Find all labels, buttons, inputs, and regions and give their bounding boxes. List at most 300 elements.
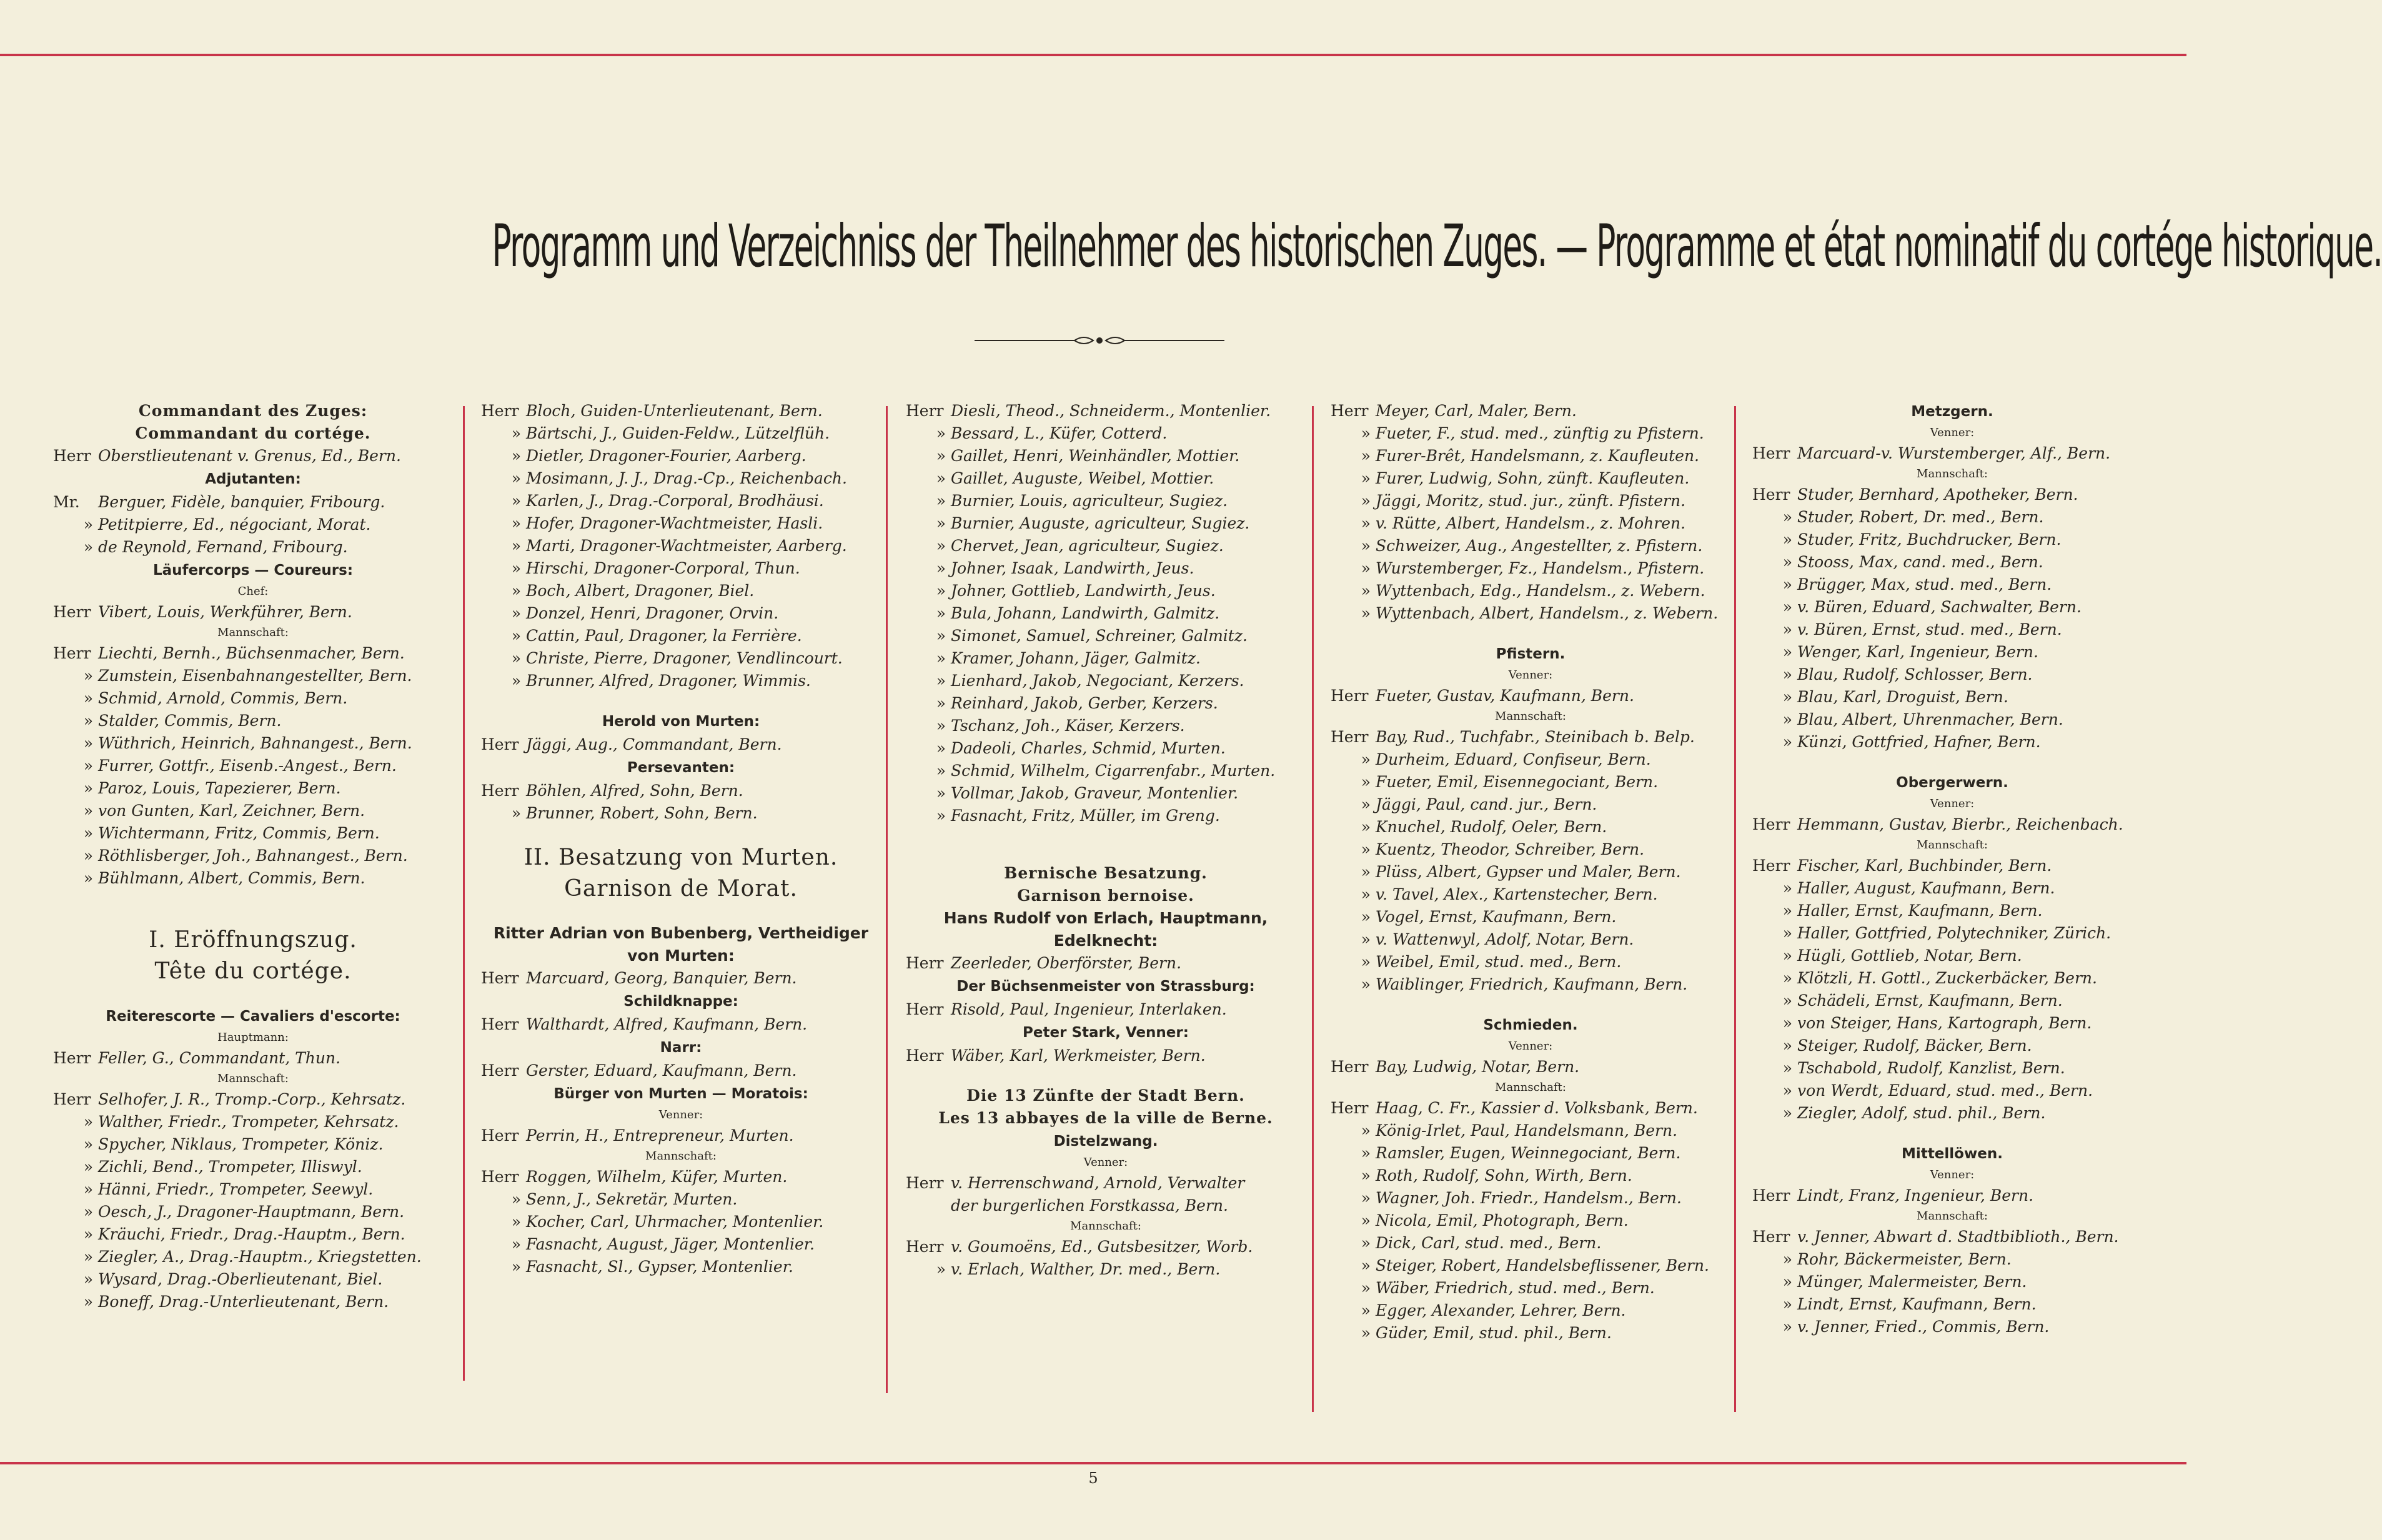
entry-text: Studer, Bernhard, Apotheker, Bern. [1797,485,2078,504]
entry-prefix: Herr [481,1168,519,1186]
entry-prefix: » [83,1180,93,1198]
entry-prefix: » [1361,559,1371,577]
entry-text: Roggen, Wilhelm, Küfer, Murten. [526,1168,788,1186]
list-item [53,732,453,755]
entry-text: Bay, Ludwig, Notar, Bern. [1376,1058,1580,1076]
spacer [481,905,881,922]
list-item [481,512,881,535]
entry-prefix: Herr [481,735,519,753]
list-item [906,535,1306,557]
entry-prefix: » [1361,1211,1371,1230]
entry-prefix: Herr [906,1046,944,1065]
list-item [53,1201,453,1223]
entry-text: Diesli, Theod., Schneiderm., Montenlier. [951,402,1271,420]
entry-text: Furrer, Gottfr., Eisenb.-Angest., Bern. [98,757,397,775]
entry-prefix: » [936,762,946,780]
list-item [1752,686,2152,708]
list-item [906,445,1306,467]
entry-prefix: » [83,1113,93,1131]
entry-prefix: Herr [906,954,944,972]
list-item [906,557,1306,580]
entry-text: Vogel, Ernst, Kaufmann, Bern. [1376,908,1617,926]
entry-prefix: » [511,649,521,667]
entry-text: Zumstein, Eisenbahnangestellter, Bern. [98,667,412,685]
entry-text: Tschanz, Joh., Käser, Kerzers. [951,717,1185,735]
entry-text: Röthlisberger, Joh., Bahnangest., Bern. [98,847,408,865]
list-item [1331,685,1730,707]
entry-prefix: » [1782,598,1792,616]
list-item [1331,748,1730,771]
list-item [53,1111,453,1133]
entry-text: Johner, Isaak, Landwirth, Jeus. [951,559,1194,577]
entry-text: Burnier, Louis, agriculteur, Sugiez. [951,492,1228,510]
entry-text: Fueter, Emil, Eisennegociant, Bern. [1376,773,1659,791]
entry-prefix: » [83,1135,93,1153]
list-item [1331,1120,1730,1142]
entry-prefix: Herr [1331,1058,1369,1076]
entry-prefix: » [1782,575,1792,594]
entry-prefix: » [83,824,93,842]
list-item [1331,1097,1730,1120]
list-item [481,400,881,422]
entry-text: von Werdt, Eduard, stud. med., Bern. [1797,1081,2093,1100]
entry-prefix: » [1361,795,1371,813]
list-item [53,845,453,867]
list-item [1331,951,1730,973]
list-item [1331,1165,1730,1187]
entry-prefix: » [83,1293,93,1311]
list-item [53,755,453,777]
entry-prefix: » [1782,688,1792,706]
entry-text: Feller, G., Commandant, Thun. [98,1049,341,1067]
entry-prefix: » [1782,902,1792,920]
entry-text: Stooss, Max, cand. med., Bern. [1797,553,2043,571]
list-item [1331,467,1730,490]
section-title: II. Besatzung von Murten. [524,845,838,870]
entry-prefix: » [1361,469,1371,487]
role-label: Venner: [658,1108,703,1121]
entry-prefix: » [511,514,521,532]
column-divider [1312,406,1314,1412]
entry-prefix: » [936,717,946,735]
list-item [1752,731,2152,753]
section-heading: Bernische Besatzung. [1004,864,1208,882]
list-item [1331,1056,1730,1078]
entry-text: Paroz, Louis, Tapezierer, Bern. [98,779,341,797]
entry-text: Ziegler, A., Drag.-Hauptm., Kriegstetten. [98,1248,422,1266]
entry-text: Knuchel, Rudolf, Oeler, Bern. [1376,818,1607,836]
list-item [481,647,881,670]
list-item [1331,793,1730,816]
list-item [1752,1271,2152,1293]
entry-prefix: Herr [481,782,519,800]
list-item [1752,708,2152,731]
entry-text: Walther, Friedr., Trompeter, Kehrsatz. [98,1113,399,1131]
list-item [1331,883,1730,906]
entry-prefix: Mr. [53,493,80,511]
entry-text: Ramsler, Eugen, Weinnegociant, Bern. [1376,1144,1681,1162]
list-item [906,1172,1306,1195]
entry-text: Brügger, Max, stud. med., Bern. [1797,575,2052,594]
role-label: Venner: [1083,1156,1128,1169]
entry-prefix: » [1361,537,1371,555]
list-item [1752,1316,2152,1338]
entry-text: Zeerleder, Oberförster, Bern. [951,954,1182,972]
list-item [1752,574,2152,596]
entry-prefix: » [83,847,93,865]
role-label: Mannschaft: [217,626,289,639]
list-item [906,760,1306,782]
entry-text: Simonet, Samuel, Schreiner, Galmitz. [951,627,1248,645]
entry-text: Hofer, Dragoner-Wachtmeister, Hasli. [526,514,823,532]
list-item [1331,771,1730,793]
list-item [1331,928,1730,951]
column-4 [1331,400,1730,1344]
entry-text: Liechti, Bernh., Büchsenmacher, Bern. [98,644,405,662]
entry-text: Durheim, Eduard, Confiseur, Bern. [1376,750,1651,768]
entry-text: Schmid, Wilhelm, Cigarrenfabr., Murten. [951,762,1276,780]
list-item [1331,838,1730,861]
role-label: Venner: [1930,797,1975,810]
section-title: Tête du cortége. [154,958,352,984]
entry-prefix: » [1782,643,1792,661]
list-item [53,777,453,800]
entry-prefix: » [511,582,521,600]
spacer [1331,996,1730,1013]
entry-prefix: Herr [481,1061,519,1080]
list-item [906,805,1306,827]
list-item [906,422,1306,445]
list-item [1752,1102,2152,1125]
entry-prefix: » [1782,665,1792,683]
list-item [1752,596,2152,618]
entry-prefix: » [1361,1189,1371,1207]
list-item [1331,535,1730,557]
section-heading: Peter Stark, Venner: [1023,1025,1189,1041]
list-item [906,400,1306,422]
section-heading: Schildknappe: [623,993,738,1010]
entry-prefix: » [83,667,93,685]
entry-prefix: » [936,627,946,645]
entry-prefix: » [936,694,946,712]
entry-prefix: Herr [53,447,91,465]
entry-text: Haag, C. Fr., Kassier d. Volksbank, Bern. [1376,1099,1698,1117]
list-item [53,1223,453,1246]
entry-prefix: » [1782,1059,1792,1077]
entry-prefix: Herr [906,1000,944,1018]
entry-prefix: » [936,492,946,510]
entry-text: Steiger, Rudolf, Bäcker, Bern. [1797,1036,2032,1055]
list-item [481,422,881,445]
entry-prefix: » [936,784,946,802]
entry-text: Wüthrich, Heinrich, Bahnangest., Bern. [98,734,412,752]
entry-text: Johner, Gottlieb, Landwirth, Jeus. [951,582,1216,600]
entry-prefix: Herr [906,1238,944,1256]
entry-text: Kramer, Johann, Jäger, Galmitz. [951,649,1201,667]
entry-text: Plüss, Albert, Gypser und Maler, Bern. [1376,863,1681,881]
entry-text: Haller, Ernst, Kaufmann, Bern. [1797,902,2043,920]
entry-text: Schweizer, Aug., Angestellter, z. Pfistern. [1376,537,1703,555]
section-heading: Reiterescorte — Cavaliers d'escorte: [106,1008,400,1025]
entry-text: v. Tavel, Alex., Kartenstecher, Bern. [1376,885,1658,903]
list-item [53,1088,453,1111]
list-item [1752,990,2152,1012]
list-item [53,687,453,710]
entry-prefix: » [936,1260,946,1278]
list-item [481,1166,881,1188]
list-item [481,625,881,647]
entry-prefix: Herr [53,603,91,621]
list-item [1752,1012,2152,1035]
entry-text: Hänni, Friedr., Trompeter, Seewyl. [98,1180,374,1198]
entry-text: Schmid, Arnold, Commis, Bern. [98,689,348,707]
entry-text: v. Jenner, Fried., Commis, Bern. [1797,1318,2050,1336]
entry-prefix: » [1361,1121,1371,1140]
entry-text: Dadeoli, Charles, Schmid, Murten. [951,739,1226,757]
entry-prefix: » [83,515,93,534]
list-item [1752,1248,2152,1271]
entry-prefix: » [511,627,521,645]
entry-prefix: » [83,757,93,775]
list-item [1752,1035,2152,1057]
entry-prefix: » [1361,773,1371,791]
role-label: Mannschaft: [1495,1081,1566,1094]
list-item [481,580,881,602]
list-item [1331,602,1730,625]
list-item [906,1258,1306,1281]
entry-prefix: » [936,469,946,487]
entry-prefix: » [83,1203,93,1221]
spacer [906,827,1306,862]
entry-text: v. Büren, Ernst, stud. med., Bern. [1797,620,2062,638]
list-item [1752,877,2152,900]
entry-text: Fischer, Karl, Buchbinder, Bern. [1797,857,2052,875]
list-item [481,490,881,512]
list-item [1752,506,2152,529]
list-item [53,1156,453,1178]
entry-text: König-Irlet, Paul, Handelsmann, Bern. [1376,1121,1678,1140]
entry-text: Vollmar, Jakob, Graveur, Montenlier. [951,784,1239,802]
list-item [53,445,453,467]
list-item [481,1188,881,1211]
entry-prefix: » [1782,710,1792,728]
section-heading: Narr: [660,1040,702,1056]
entry-prefix: » [511,1235,521,1253]
section-heading: Persevanten: [627,760,735,776]
entry-prefix: » [1361,1324,1371,1342]
entry-text: Wurstemberger, Fz., Handelsm., Pfistern. [1376,559,1705,577]
entry-prefix: » [1361,908,1371,926]
entry-text: Oberstlieutenant v. Grenus, Ed., Bern. [98,447,401,465]
list-item [906,512,1306,535]
entry-text: Walthardt, Alfred, Kaufmann, Bern. [526,1015,808,1033]
section-heading: Schmieden. [1483,1017,1578,1033]
entry-text: Dick, Carl, stud. med., Bern. [1376,1234,1602,1252]
entry-prefix: » [1361,750,1371,768]
entry-prefix: » [1361,840,1371,858]
list-item [906,782,1306,805]
list-item [481,780,881,802]
list-item [53,1246,453,1268]
entry-prefix: » [511,1258,521,1276]
entry-text: Furer-Brêt, Handelsmann, z. Kaufleuten. [1376,447,1699,465]
entry-prefix: » [511,672,521,690]
entry-prefix: » [1782,1104,1792,1122]
role-label: Chef: [237,585,269,598]
entry-text: Furer, Ludwig, Sohn, zünft. Kaufleuten. [1376,469,1690,487]
list-item [481,1256,881,1278]
list-item [906,998,1306,1021]
ornament-divider [975,334,1224,347]
entry-text: Tschabold, Rudolf, Kanzlist, Bern. [1797,1059,2065,1077]
entry-prefix: » [936,672,946,690]
role-label: Mannschaft: [1495,710,1566,723]
entry-prefix: » [1361,604,1371,622]
entry-text: Stalder, Commis, Bern. [98,712,282,730]
entry-text: Ziegler, Adolf, stud. phil., Bern. [1797,1104,2046,1122]
list-item [906,490,1306,512]
list-item [1331,445,1730,467]
spacer [53,890,453,925]
list-item [1331,1277,1730,1299]
entry-prefix: » [511,1190,521,1208]
entry-text: Roth, Rudolf, Sohn, Wirth, Bern. [1376,1166,1632,1185]
role-label: Mannschaft: [1917,838,1988,852]
entry-text: Brunner, Alfred, Dragoner, Wimmis. [526,672,811,690]
entry-text: Jäggi, Moritz, stud. jur., zünft. Pfistern. [1376,492,1686,510]
entry-prefix: » [1361,1301,1371,1319]
entry-text: Burnier, Auguste, agriculteur, Sugiez. [951,514,1250,532]
entry-prefix: Herr [53,644,91,662]
list-item [53,867,453,890]
entry-text: Berguer, Fidèle, banquier, Fribourg. [98,493,385,511]
role-label: Venner: [1508,668,1553,682]
list-item [1752,529,2152,551]
entry-text: Oesch, J., Dragoner-Hauptmann, Bern. [98,1203,405,1221]
entry-prefix: » [1361,930,1371,948]
entry-prefix: » [1782,1273,1792,1291]
entry-prefix: » [83,1225,93,1243]
section-heading: Les 13 abbayes de la ville de Berne. [938,1109,1273,1127]
column-1 [53,400,453,1313]
entry-text: v. Wattenwyl, Adolf, Notar, Bern. [1376,930,1634,948]
entry-text: Bessard, L., Küfer, Cotterd. [951,424,1168,442]
entry-prefix: » [1782,924,1792,942]
section-title: I. Eröffnungszug. [149,927,357,953]
entry-prefix: Herr [1752,485,1790,504]
entry-prefix: » [511,447,521,465]
list-item [53,642,453,665]
entry-prefix: » [83,1158,93,1176]
entry-prefix: » [83,1248,93,1266]
list-item [906,580,1306,602]
section-title: Garnison de Morat. [564,876,798,902]
entry-text: Blau, Rudolf, Schlosser, Bern. [1797,665,2033,683]
column-divider [886,406,888,1393]
entry-text: Wäber, Friedrich, stud. med., Bern. [1376,1279,1655,1297]
list-item [1331,580,1730,602]
list-item [1752,484,2152,506]
entry-prefix: » [83,869,93,887]
entry-prefix: » [1361,1279,1371,1297]
entry-text: Marcuard, Georg, Banquier, Bern. [526,969,797,987]
entry-text: Wäber, Karl, Werkmeister, Bern. [951,1046,1206,1065]
entry-text: Boch, Albert, Dragoner, Biel. [526,582,755,600]
entry-text: Klötzli, H. Gottl., Zuckerbäcker, Bern. [1797,969,2097,987]
entry-text: Marti, Dragoner-Wachtmeister, Aarberg. [526,537,847,555]
list-item [1331,400,1730,422]
section-heading: Mittellöwen. [1902,1146,2003,1162]
column-divider [463,406,465,1381]
entry-prefix: » [1782,991,1792,1010]
list-item [53,1178,453,1201]
list-item [1752,442,2152,465]
entry-text: Boneff, Drag.-Unterlieutenant, Bern. [98,1293,389,1311]
section-heading: Obergerwern. [1896,775,2008,791]
entry-text: Fueter, Gustav, Kaufmann, Bern. [1376,687,1634,705]
role-label: Mannschaft: [1917,1210,1988,1223]
entry-prefix: » [936,514,946,532]
entry-prefix: » [936,537,946,555]
entry-prefix: Herr [1331,687,1369,705]
entry-prefix: » [83,1270,93,1288]
entry-prefix: » [1782,553,1792,571]
entry-text: Wagner, Joh. Friedr., Handelsm., Bern. [1376,1189,1682,1207]
role-label: Mannschaft: [645,1150,717,1163]
entry-text: Bärtschi, J., Guiden-Feldw., Lützelflüh. [526,424,830,442]
section-heading: Hans Rudolf von Erlach, Hauptmann, Edelknecht: [943,909,1268,950]
entry-prefix: » [1782,620,1792,638]
entry-prefix: » [83,779,93,797]
role-label: Mannschaft: [217,1072,289,1085]
list-item [481,467,881,490]
entry-text: Blau, Karl, Droguist, Bern. [1797,688,2008,706]
entry-text: der burgerlichen Forstkassa, Bern. [951,1196,1228,1215]
entry-prefix: Herr [481,402,519,420]
entry-text: Wysard, Drag.-Oberlieutenant, Biel. [98,1270,383,1288]
list-item [906,625,1306,647]
entry-prefix: » [1361,975,1371,993]
list-item [481,733,881,756]
entry-prefix: » [511,424,521,442]
list-item [1752,1293,2152,1316]
list-item [1331,861,1730,883]
column-3 [906,400,1306,1281]
list-item [1752,1057,2152,1080]
entry-text: Spycher, Niklaus, Trompeter, Köniz. [98,1135,384,1153]
section-heading: Läufercorps — Coureurs: [152,562,354,579]
list-item [1752,551,2152,574]
entry-text: Schädeli, Ernst, Kaufmann, Bern. [1797,991,2063,1010]
spacer [1752,1125,2152,1142]
list-item [1331,973,1730,996]
list-item [53,665,453,687]
list-item [906,1236,1306,1258]
list-item [1331,1254,1730,1277]
section-heading: Die 13 Zünfte der Stadt Bern. [966,1086,1245,1105]
column-2 [481,400,881,1278]
list-item [481,1125,881,1147]
entry-text: Chervet, Jean, agriculteur, Sugiez. [951,537,1224,555]
section-heading: Distelzwang. [1053,1133,1158,1150]
entry-text: Cattin, Paul, Dragoner, la Ferrière. [526,627,802,645]
section-heading: Commandant du cortége. [135,424,371,442]
entry-text: Kocher, Carl, Uhrmacher, Montenlier. [526,1213,824,1231]
list-item [1331,1322,1730,1344]
entry-prefix: » [1782,508,1792,526]
list-item [481,445,881,467]
entry-prefix: Herr [53,1090,91,1108]
